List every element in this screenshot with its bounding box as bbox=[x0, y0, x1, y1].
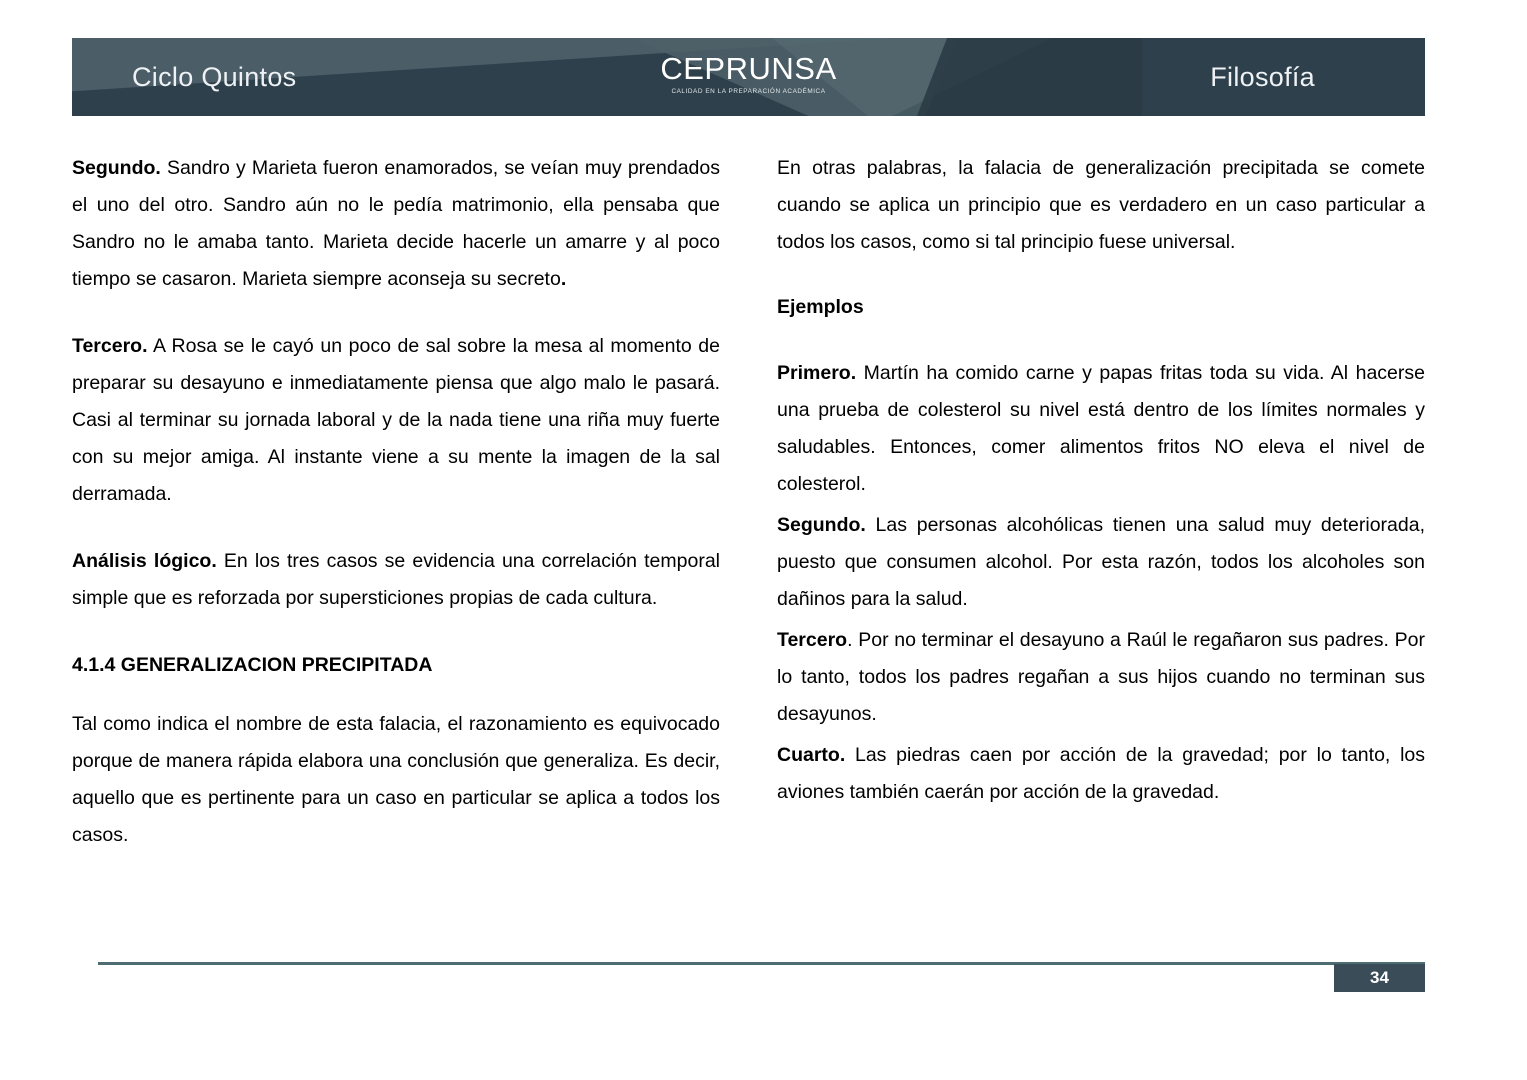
left-text-column bbox=[72, 150, 720, 880]
logo-tagline: CALIDAD EN LA PREPARACIÓN ACADÉMICA bbox=[671, 88, 826, 95]
page-header bbox=[72, 38, 1425, 116]
examples-heading: Ejemplos bbox=[777, 296, 864, 318]
paragraph-lead: Segundo. bbox=[72, 157, 161, 179]
header-cycle-title: Ciclo Quintos bbox=[132, 61, 297, 92]
example-primero bbox=[777, 355, 1425, 503]
example-cuarto bbox=[777, 737, 1425, 811]
example-segundo bbox=[777, 507, 1425, 618]
logo-wordmark: CEPRUNSA bbox=[660, 51, 837, 86]
paragraph-text: Sandro y Marieta fueron enamorados, se veían muy prendados el uno del otro. Sandro aún no le pedía matrimonio, ella pensaba que Sandro no le amaba tanto. Marieta decide hacerle un amarre y al poco tiempo se casaron. Marieta siempre aconseja su secreto bbox=[72, 157, 720, 290]
paragraph-analisis-logico bbox=[72, 543, 720, 617]
example-tercero bbox=[777, 622, 1425, 733]
paragraph-en-otras-palabras: En otras palabras, la falacia de generalización precipitada se comete cuando se aplica un principio que es verdadero en un caso particular a todos los casos, como si tal principio fuese universal. bbox=[777, 157, 1425, 253]
header-subject-title: Filosofía bbox=[1210, 61, 1315, 92]
example-text: Las piedras caen por acción de la gravedad; por lo tanto, los aviones también caerán por acción de la gravedad. bbox=[777, 744, 1425, 803]
paragraph-text: En los tres casos se evidencia una correlación temporal simple que es reforzada por supersticiones propias de cada cultura. bbox=[72, 550, 720, 609]
page-number-badge: 34 bbox=[1334, 964, 1425, 992]
two-column-body bbox=[72, 150, 1425, 880]
paragraph-segundo bbox=[72, 150, 720, 298]
section-heading-4-1-4: 4.1.4 GENERALIZACION PRECIPITADA bbox=[72, 654, 433, 676]
example-text: . Por no terminar el desayuno a Raúl le regañaron sus padres. Por lo tanto, todos los padres regañan a sus hijos cuando no terminan sus desayunos. bbox=[777, 629, 1425, 725]
paragraph-lead: Análisis lógico. bbox=[72, 550, 217, 572]
example-lead: Cuarto. bbox=[777, 744, 846, 766]
right-text-column bbox=[777, 150, 1425, 880]
paragraph-tail-period: . bbox=[560, 268, 567, 290]
example-lead: Primero. bbox=[777, 362, 857, 384]
paragraph-tercero bbox=[72, 328, 720, 513]
example-lead: Tercero bbox=[777, 629, 848, 651]
paragraph-lead: Tercero. bbox=[72, 335, 148, 357]
example-text: Martín ha comido carne y papas fritas toda su vida. Al hacerse una prueba de colesterol su nivel está dentro de los límites normales y saludables. Entonces, comer alimentos fritos NO eleva el nivel de colesterol. bbox=[777, 362, 1425, 495]
ceprunsa-logo bbox=[634, 52, 864, 97]
example-lead: Segundo. bbox=[777, 514, 866, 536]
footer-divider bbox=[98, 962, 1425, 965]
paragraph-text: A Rosa se le cayó un poco de sal sobre la mesa al momento de preparar su desayuno e inmediatamente piensa que algo malo le pasará. Casi al terminar su jornada laboral y de la nada tiene una riña muy fuerte con su mejor amiga. Al instante viene a su mente la imagen de la sal derramada. bbox=[72, 335, 720, 505]
paragraph-definicion: Tal como indica el nombre de esta falacia, el razonamiento es equivocado porque de manera rápida elabora una conclusión que generaliza. Es decir, aquello que es pertinente para un caso en particular se aplica a todos los casos. bbox=[72, 713, 720, 846]
example-text: Las personas alcohólicas tienen una salud muy deteriorada, puesto que consumen alcohol. Por esta razón, todos los alcoholes son dañinos para la salud. bbox=[777, 514, 1425, 610]
